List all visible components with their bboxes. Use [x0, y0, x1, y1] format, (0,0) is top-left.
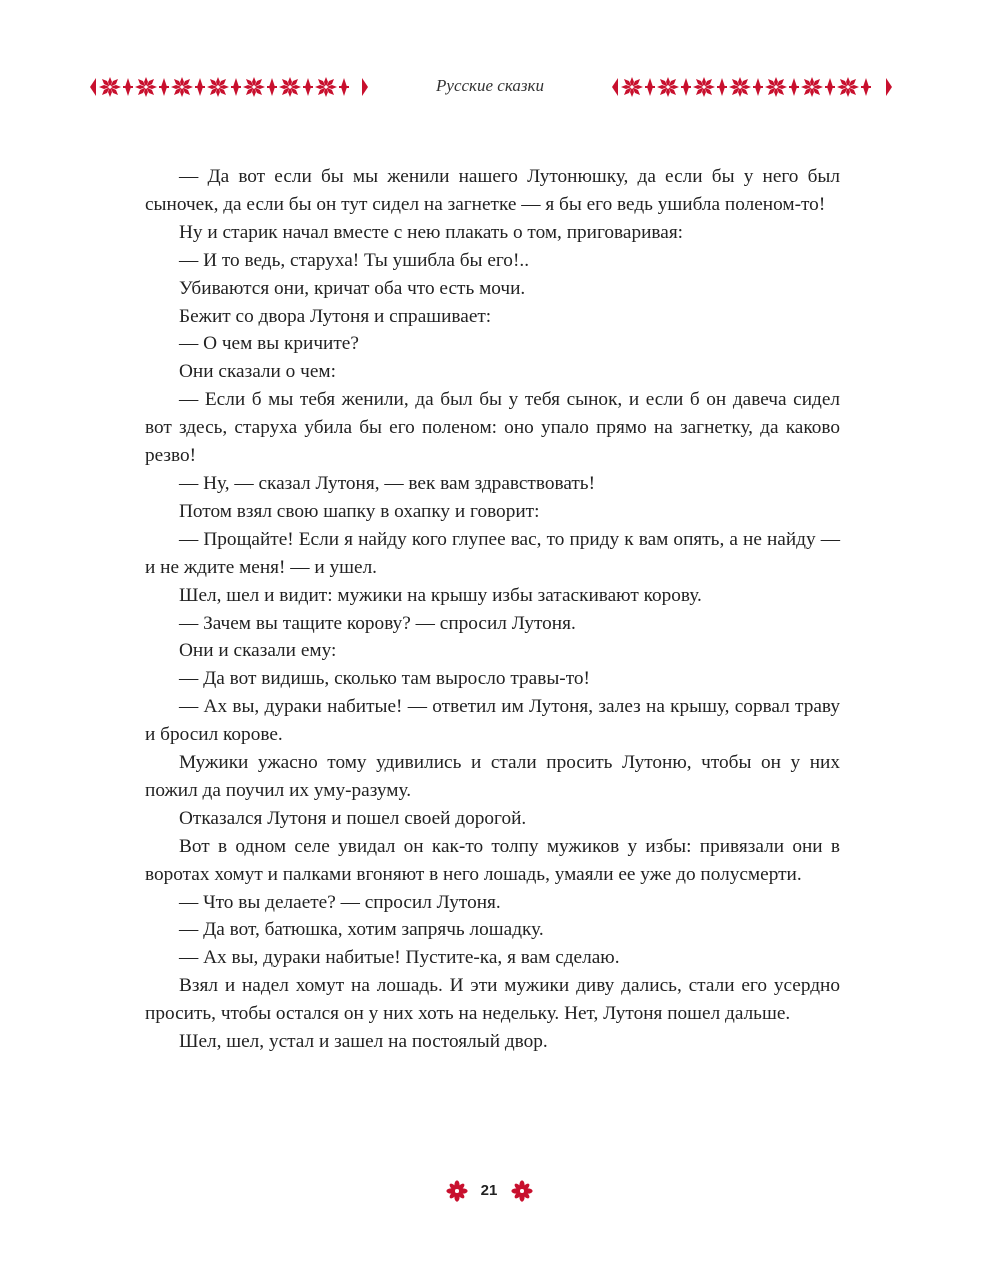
- page-number: 21: [480, 1182, 498, 1199]
- flower-ornament-left-icon: [446, 1180, 468, 1202]
- paragraph: Шел, шел, устал и зашел на постоялый двор.: [179, 1031, 548, 1053]
- paragraph: — Да вот, батюшка, хотим запрячь лошадку.: [179, 919, 544, 941]
- paragraph: Убиваются они, кричат оба что есть мочи.: [179, 277, 526, 299]
- paragraph: Взял и надел хомут на лошадь. И эти мужики диву дались, стали его усердно просить, чтобы остался он у них хоть на недельку. Нет, Лутоня пошел дальше.: [145, 975, 840, 1025]
- paragraph: — Ах вы, дураки набитые! — ответил им Лутоня, залез на крышу, сорвал траву и бросил корове.: [145, 696, 840, 746]
- paragraph: Вот в одном селе увидал он как-то толпу мужиков у избы: привязали они в воротах хомут и палками вгоняют в него лошадь, умаяли ее уже до полусмерти.: [145, 835, 840, 885]
- flower-ornament-right-icon: [511, 1180, 533, 1202]
- page-footer: [0, 1178, 1000, 1204]
- paragraph: Мужики ужасно тому удивились и стали просить Лутоню, чтобы он у них пожил да поучил их уму-разуму.: [145, 752, 840, 801]
- paragraph: — Да вот видишь, сколько там выросло травы-то!: [179, 668, 590, 690]
- paragraph: Шел, шел и видит: мужики на крышу избы затаскивают корову.: [179, 584, 702, 606]
- paragraph: Потом взял свою шапку в охапку и говорит:: [179, 500, 540, 522]
- paragraph: — Ну, — сказал Лутоня, — век вам здравствовать!: [179, 472, 596, 494]
- running-title: Русские сказки: [436, 76, 544, 95]
- folk-ornament-left-icon: [90, 76, 368, 98]
- paragraph: — О чем вы кричите?: [179, 333, 359, 355]
- paragraph: Отказался Лутоня и пошел своей дорогой.: [179, 807, 527, 829]
- paragraph: — Прощайте! Если я найду кого глупее вас, то приду к вам опять, а не найду — и не ждите меня! — и ушел.: [145, 528, 840, 578]
- paragraph: — Если б мы тебя женили, да был бы у тебя сынок, и если б он давеча сидел вот здесь, старуха убила бы его поленом: оно упало прямо на загнетку, да каково резво!: [145, 389, 840, 467]
- paragraph: — Зачем вы тащите корову? — спросил Лутоня.: [179, 612, 576, 634]
- paragraph: Они сказали о чем:: [179, 361, 336, 383]
- paragraph: Бежит со двора Лутоня и спрашивает:: [179, 305, 492, 327]
- story-text: [145, 163, 840, 1056]
- paragraph: — Да вот если бы мы женили нашего Лутонюшку, да если бы у него был сыночек, да если бы он тут сидел на загнетке — я бы его ведь ушибла поленом-то!: [145, 166, 840, 215]
- paragraph: — И то ведь, старуха! Ты ушибла бы его!..: [179, 249, 530, 271]
- paragraph: Ну и старик начал вместе с нею плакать о том, приговаривая:: [179, 221, 684, 243]
- paragraph: — Что вы делаете? — спросил Лутоня.: [179, 891, 501, 913]
- paragraph: Они и сказали ему:: [179, 640, 337, 662]
- paragraph: — Ах вы, дураки набитые! Пустите-ка, я вам сделаю.: [179, 947, 620, 969]
- page-header: [0, 72, 1000, 104]
- folk-ornament-right-icon: [612, 76, 892, 98]
